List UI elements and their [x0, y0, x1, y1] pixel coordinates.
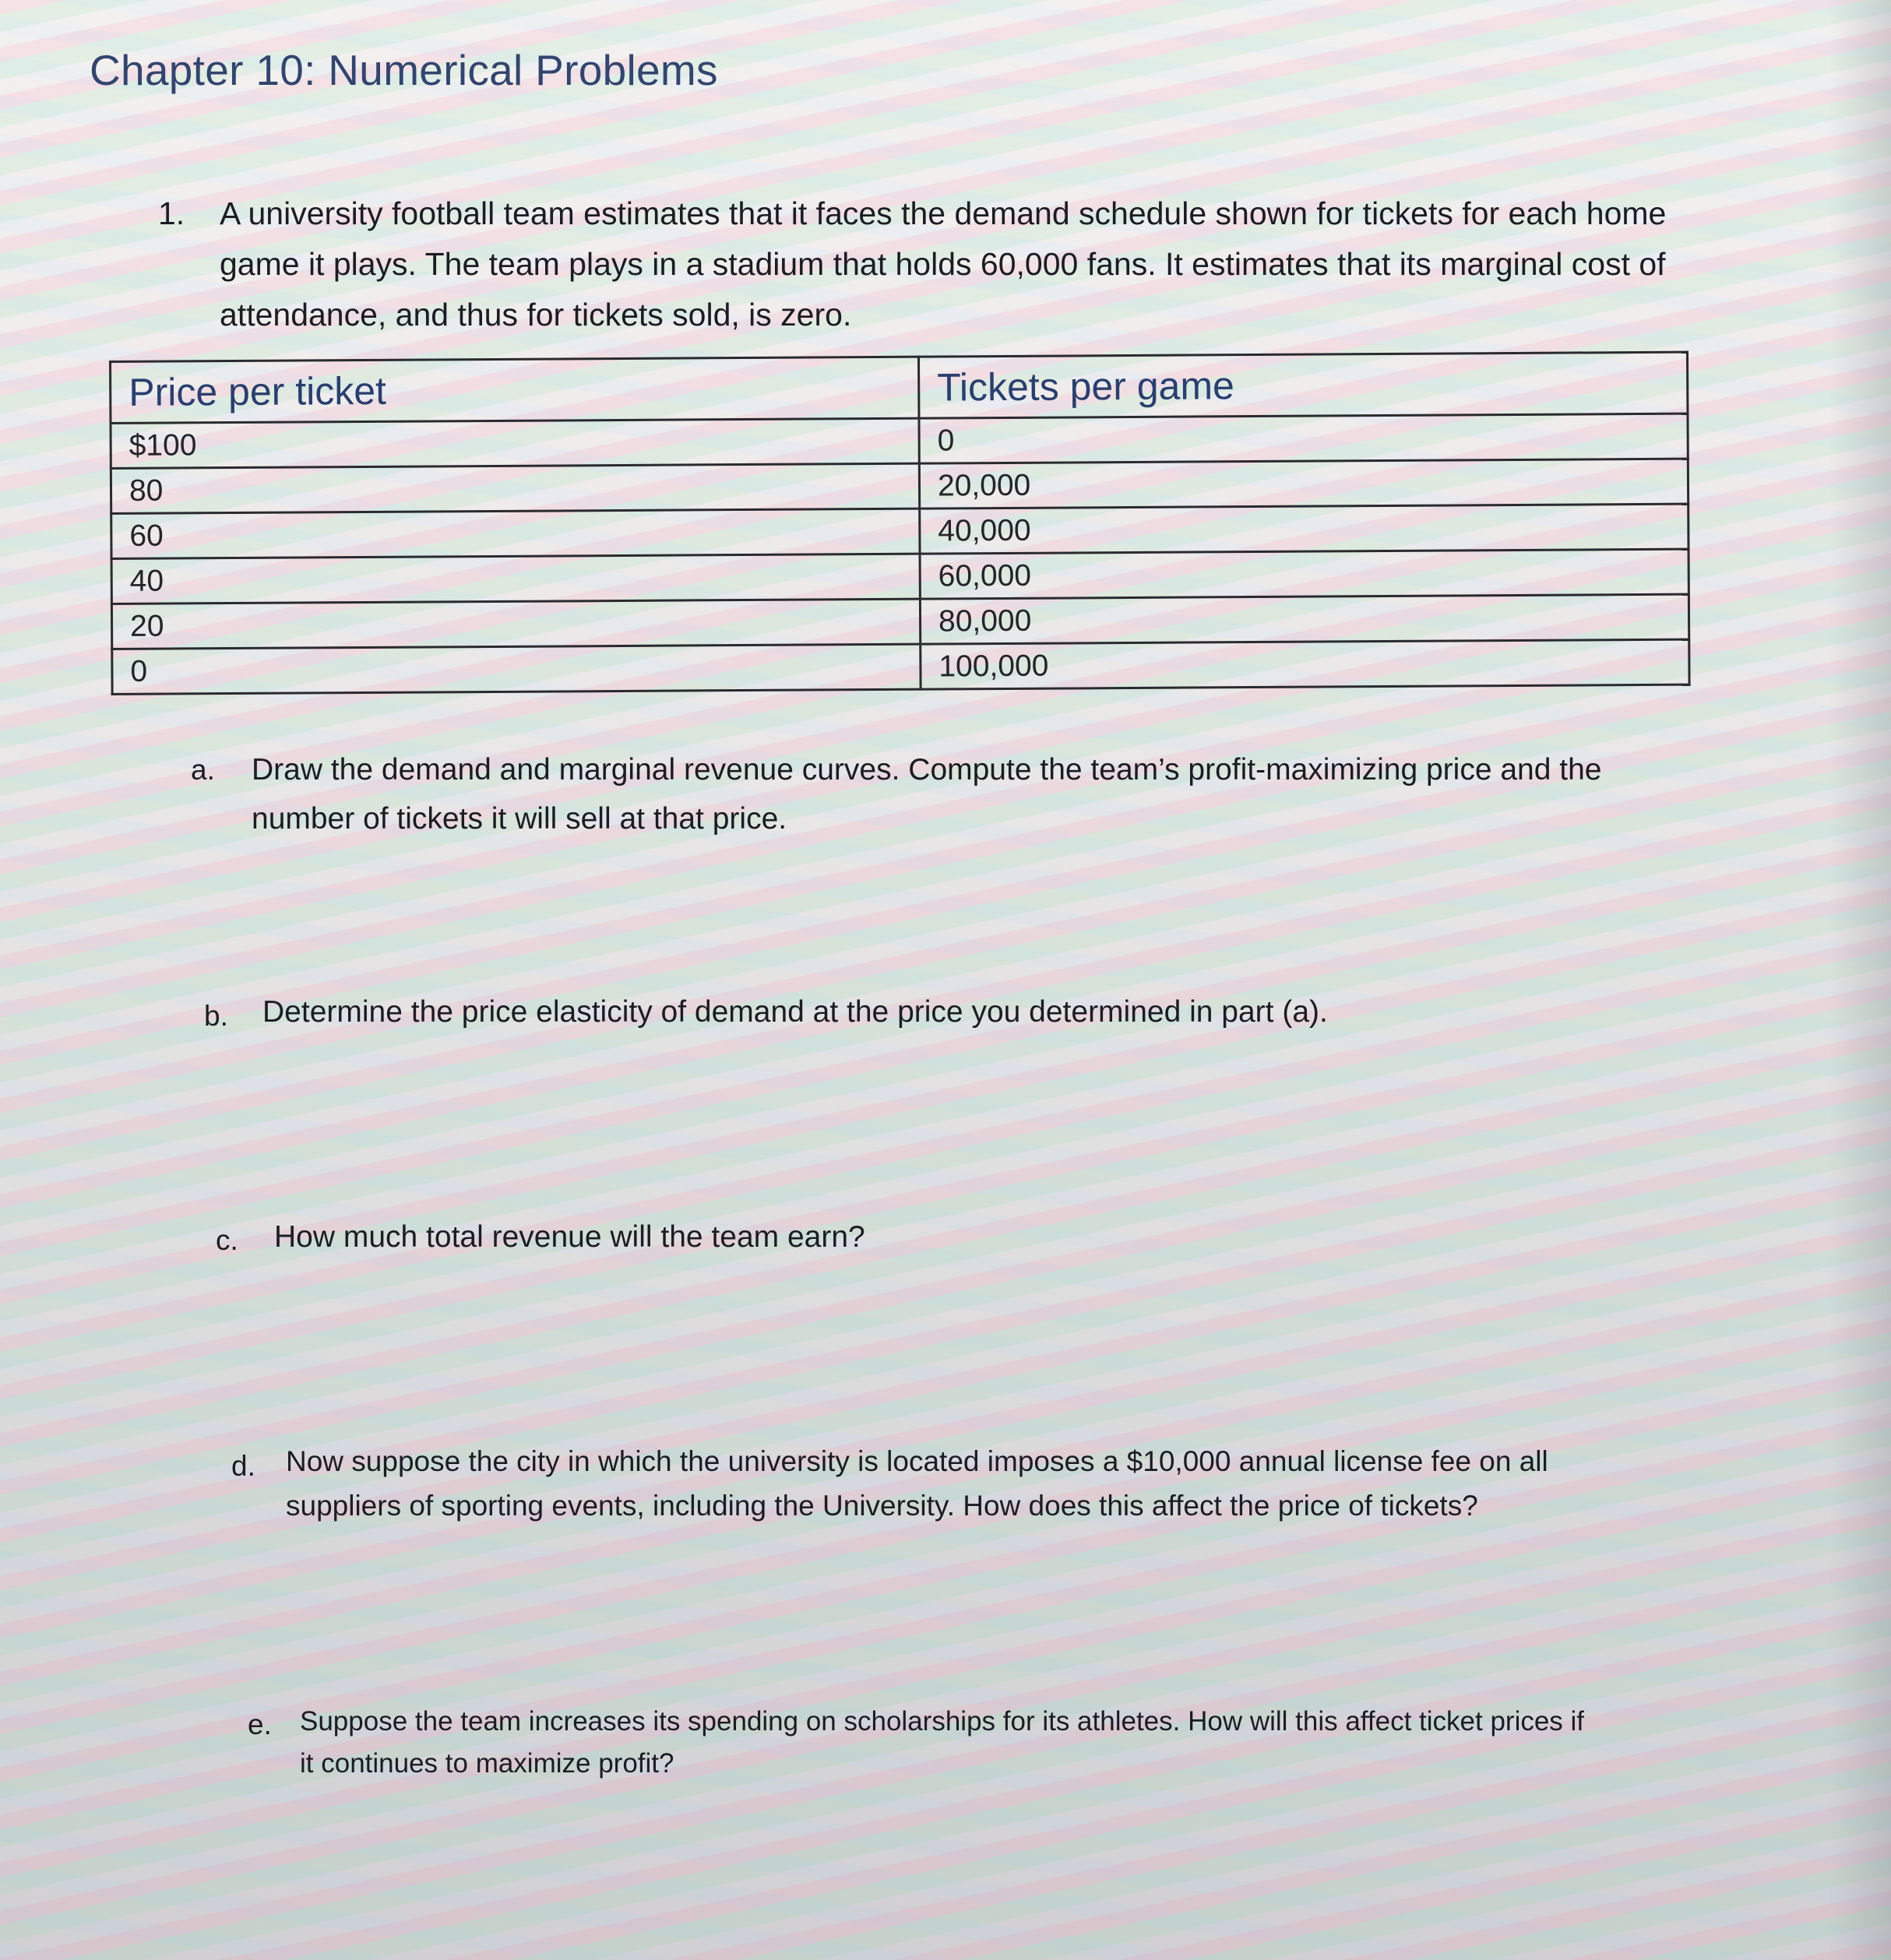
- demand-schedule-table: [109, 351, 1691, 695]
- question-number: 1.: [158, 195, 185, 231]
- part-c-letter: c.: [216, 1224, 238, 1256]
- part-e-text: Suppose the team increases its spending on scholarships for its athletes. How will this affect ticket prices if it continues to maximize profit?: [300, 1706, 1585, 1779]
- price-cell: 0: [112, 644, 921, 694]
- tickets-cell: 80,000: [920, 594, 1689, 644]
- tickets-cell: 100,000: [921, 639, 1689, 689]
- part-e-letter: e.: [248, 1708, 272, 1740]
- tickets-cell: 60,000: [920, 549, 1689, 599]
- table-row: [112, 639, 1689, 694]
- price-cell: $100: [111, 418, 919, 468]
- price-cell: 80: [111, 463, 919, 513]
- price-cell: 40: [111, 554, 920, 603]
- tickets-cell: 0: [919, 413, 1688, 463]
- table-header-row: [111, 352, 1688, 423]
- header-tickets-per-game: Tickets per game: [918, 352, 1687, 418]
- page-title: Chapter 10: Numerical Problems: [90, 46, 718, 94]
- price-cell: 20: [111, 599, 920, 649]
- tickets-cell: 40,000: [920, 504, 1689, 554]
- part-d-letter: d.: [231, 1450, 255, 1482]
- part-d-text: Now suppose the city in which the university is located imposes a $10,000 annual license fee on all suppliers of sporting events, including the University. How does this affect the price of tickets?: [286, 1445, 1548, 1522]
- part-a-letter: a.: [191, 754, 215, 786]
- header-price-per-ticket: Price per ticket: [111, 357, 919, 423]
- question-text: A university football team estimates that it faces the demand schedule shown for tickets for each home game it plays. The team plays in a stadium that holds 60,000 fans. It estimates that its marginal cost of attendance, and thus for tickets sold, is zero.: [220, 195, 1667, 333]
- part-c-text: How much total revenue will the team earn?: [274, 1220, 865, 1254]
- part-b-text: Determine the price elasticity of demand at the price you determined in part (a).: [262, 995, 1328, 1029]
- price-cell: 60: [111, 508, 920, 558]
- part-b-letter: b.: [204, 1000, 228, 1032]
- part-a-text: Draw the demand and marginal revenue curves. Compute the team’s profit-maximizing price and the number of tickets it will sell at that price.: [252, 753, 1602, 836]
- tickets-cell: 20,000: [919, 459, 1688, 508]
